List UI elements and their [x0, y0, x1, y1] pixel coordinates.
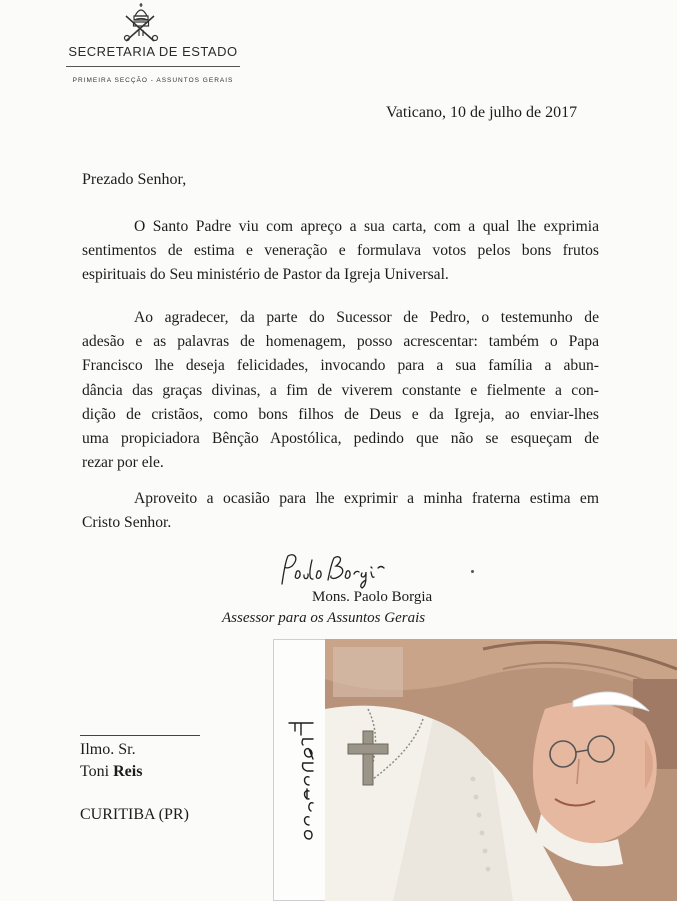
paragraph-line: dição de cristãos, como bons filhos de Deus e da Igreja, ao enviar-lhes [82, 405, 599, 423]
office-title: SECRETARIA DE ESTADO [68, 44, 238, 59]
recipient-name [80, 763, 142, 781]
letter-date: Vaticano, 10 de julho de 2017 [386, 104, 578, 121]
paragraph-line: Francisco lhe deseja felicidades, invocando para a sua família a abun- [82, 357, 599, 375]
ink-dot [471, 570, 474, 573]
paragraph-line: Ao agradecer, da parte do Sucessor de Pedro, o testemunho de [134, 309, 599, 326]
paragraph-line: sentimentos de estima e veneração e formulava votos pelos bons frutos [82, 242, 599, 260]
recipient-city: CURITIBA (PR) [80, 806, 189, 823]
pope-portrait-icon [325, 639, 677, 901]
paragraph-line: dância das graças divinas, a fim de viverem constante e fielmente a con- [82, 381, 599, 399]
recipient-last-name: Reis [113, 763, 143, 780]
paragraph-line: adesão e as palavras de homenagem, posso acrescentar: também o Papa [82, 333, 599, 351]
paragraph-line: rezar por ele. [82, 454, 164, 472]
paragraph-2 [82, 306, 599, 475]
paragraph-line: Aproveito a ocasião para lhe exprimir a minha fraterna estima em [134, 490, 599, 507]
signer-title: Assessor para os Assuntos Gerais [222, 610, 426, 626]
paragraph-line: espirituais do Seu ministério de Pastor da Igreja Universal. [82, 266, 449, 284]
salutation: Prezado Senhor, [82, 171, 187, 188]
paragraph-3 [82, 487, 599, 535]
signer-name: Mons. Paolo Borgia [312, 589, 433, 605]
recipient-rule [80, 735, 200, 736]
recipient-honorific: Ilmo. Sr. [80, 741, 136, 758]
paragraph-1 [82, 215, 599, 288]
recipient-first-name: Toni [80, 763, 110, 780]
papal-crest-icon [118, 2, 164, 42]
letterhead-divider [66, 66, 240, 67]
office-section: PRIMEIRA SECÇÃO - ASSUNTOS GERAIS [72, 77, 234, 84]
paragraph-line: uma propiciadora Bênção Apostólica, pedindo que não se esqueçam de [82, 430, 599, 448]
handwritten-signature [276, 550, 392, 590]
paragraph-line: O Santo Padre viu com apreço a sua carta, com a qual lhe exprimia [134, 218, 599, 235]
paragraph-line: Cristo Senhor. [82, 514, 172, 532]
photo-card [273, 639, 677, 901]
